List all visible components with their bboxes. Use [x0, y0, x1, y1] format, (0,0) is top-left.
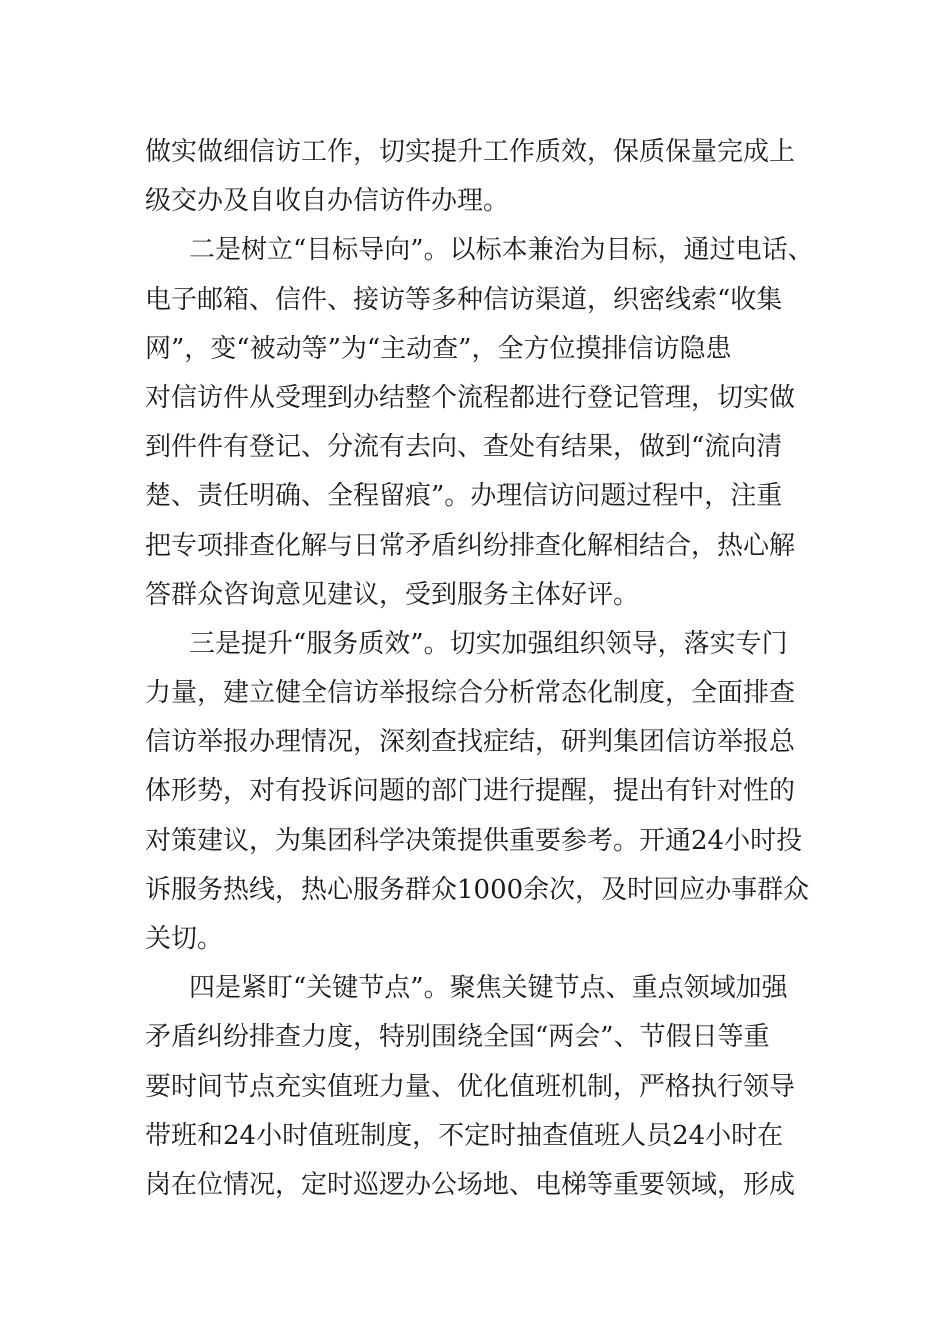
text-line: 电子邮箱、信件、接访等多种信访渠道，织密线索“收集	[145, 284, 783, 315]
text-line: 级交办及自收自办信访件办理。	[145, 186, 510, 217]
document-body	[145, 128, 825, 1210]
text-line: 力量，建立健全信访举报综合分析常态化制度，全面排查	[145, 678, 796, 709]
text-line: 诉服务热线，热心服务群众1000余次，及时回应办事群众	[145, 874, 810, 905]
text-line: 岗在位情况，定时巡逻办公场地、电梯等重要领域，形成	[145, 1169, 796, 1200]
text-line: 关切。	[145, 924, 224, 954]
text-line: 带班和24小时值班制度，不定时抽查值班人员24小时在	[145, 1120, 784, 1151]
text-line: 体形势，对有投诉问题的部门进行提醒，提出有针对性的	[145, 776, 796, 807]
text-line: 楚、责任明确、全程留痕”。办理信访问题过程中，注重	[145, 481, 783, 512]
paragraph-start-line: 四是紧盯“关键节点”。聚焦关键节点、重点领域加强	[189, 973, 788, 1004]
text-line: 网”，变“被动等”为“主动查”，全方位摸排信访隐患	[145, 333, 732, 364]
text-line: 矛盾纠纷排查力度，特别围绕全国“两会”、节假日等重	[145, 1022, 770, 1053]
paragraph-start-line: 三是提升“服务质效”。切实加强组织领导，落实专门	[189, 628, 788, 659]
text-line: 做实做细信访工作，切实提升工作质效，保质保量完成上	[145, 137, 796, 167]
text-line: 要时间节点充实值班力量、优化值班机制，严格执行领导	[145, 1071, 796, 1102]
text-line: 对信访件从受理到办结整个流程都进行登记管理，切实做	[145, 382, 796, 413]
text-line: 答群众咨询意见建议，受到服务主体好评。	[145, 579, 640, 610]
text-line: 到件件有登记、分流有去向、查处有结果，做到“流向清	[145, 432, 783, 463]
paragraph-start-line: 二是树立“目标导向”。以标本兼治为目标，通过电话、	[189, 235, 814, 266]
text-line: 把专项排查化解与日常矛盾纠纷排查化解相结合，热心解	[145, 530, 796, 561]
text-line: 信访举报办理情况，深刻查找症结，研判集团信访举报总	[145, 727, 796, 758]
text-line: 对策建议，为集团科学决策提供重要参考。开通24小时投	[145, 825, 803, 856]
